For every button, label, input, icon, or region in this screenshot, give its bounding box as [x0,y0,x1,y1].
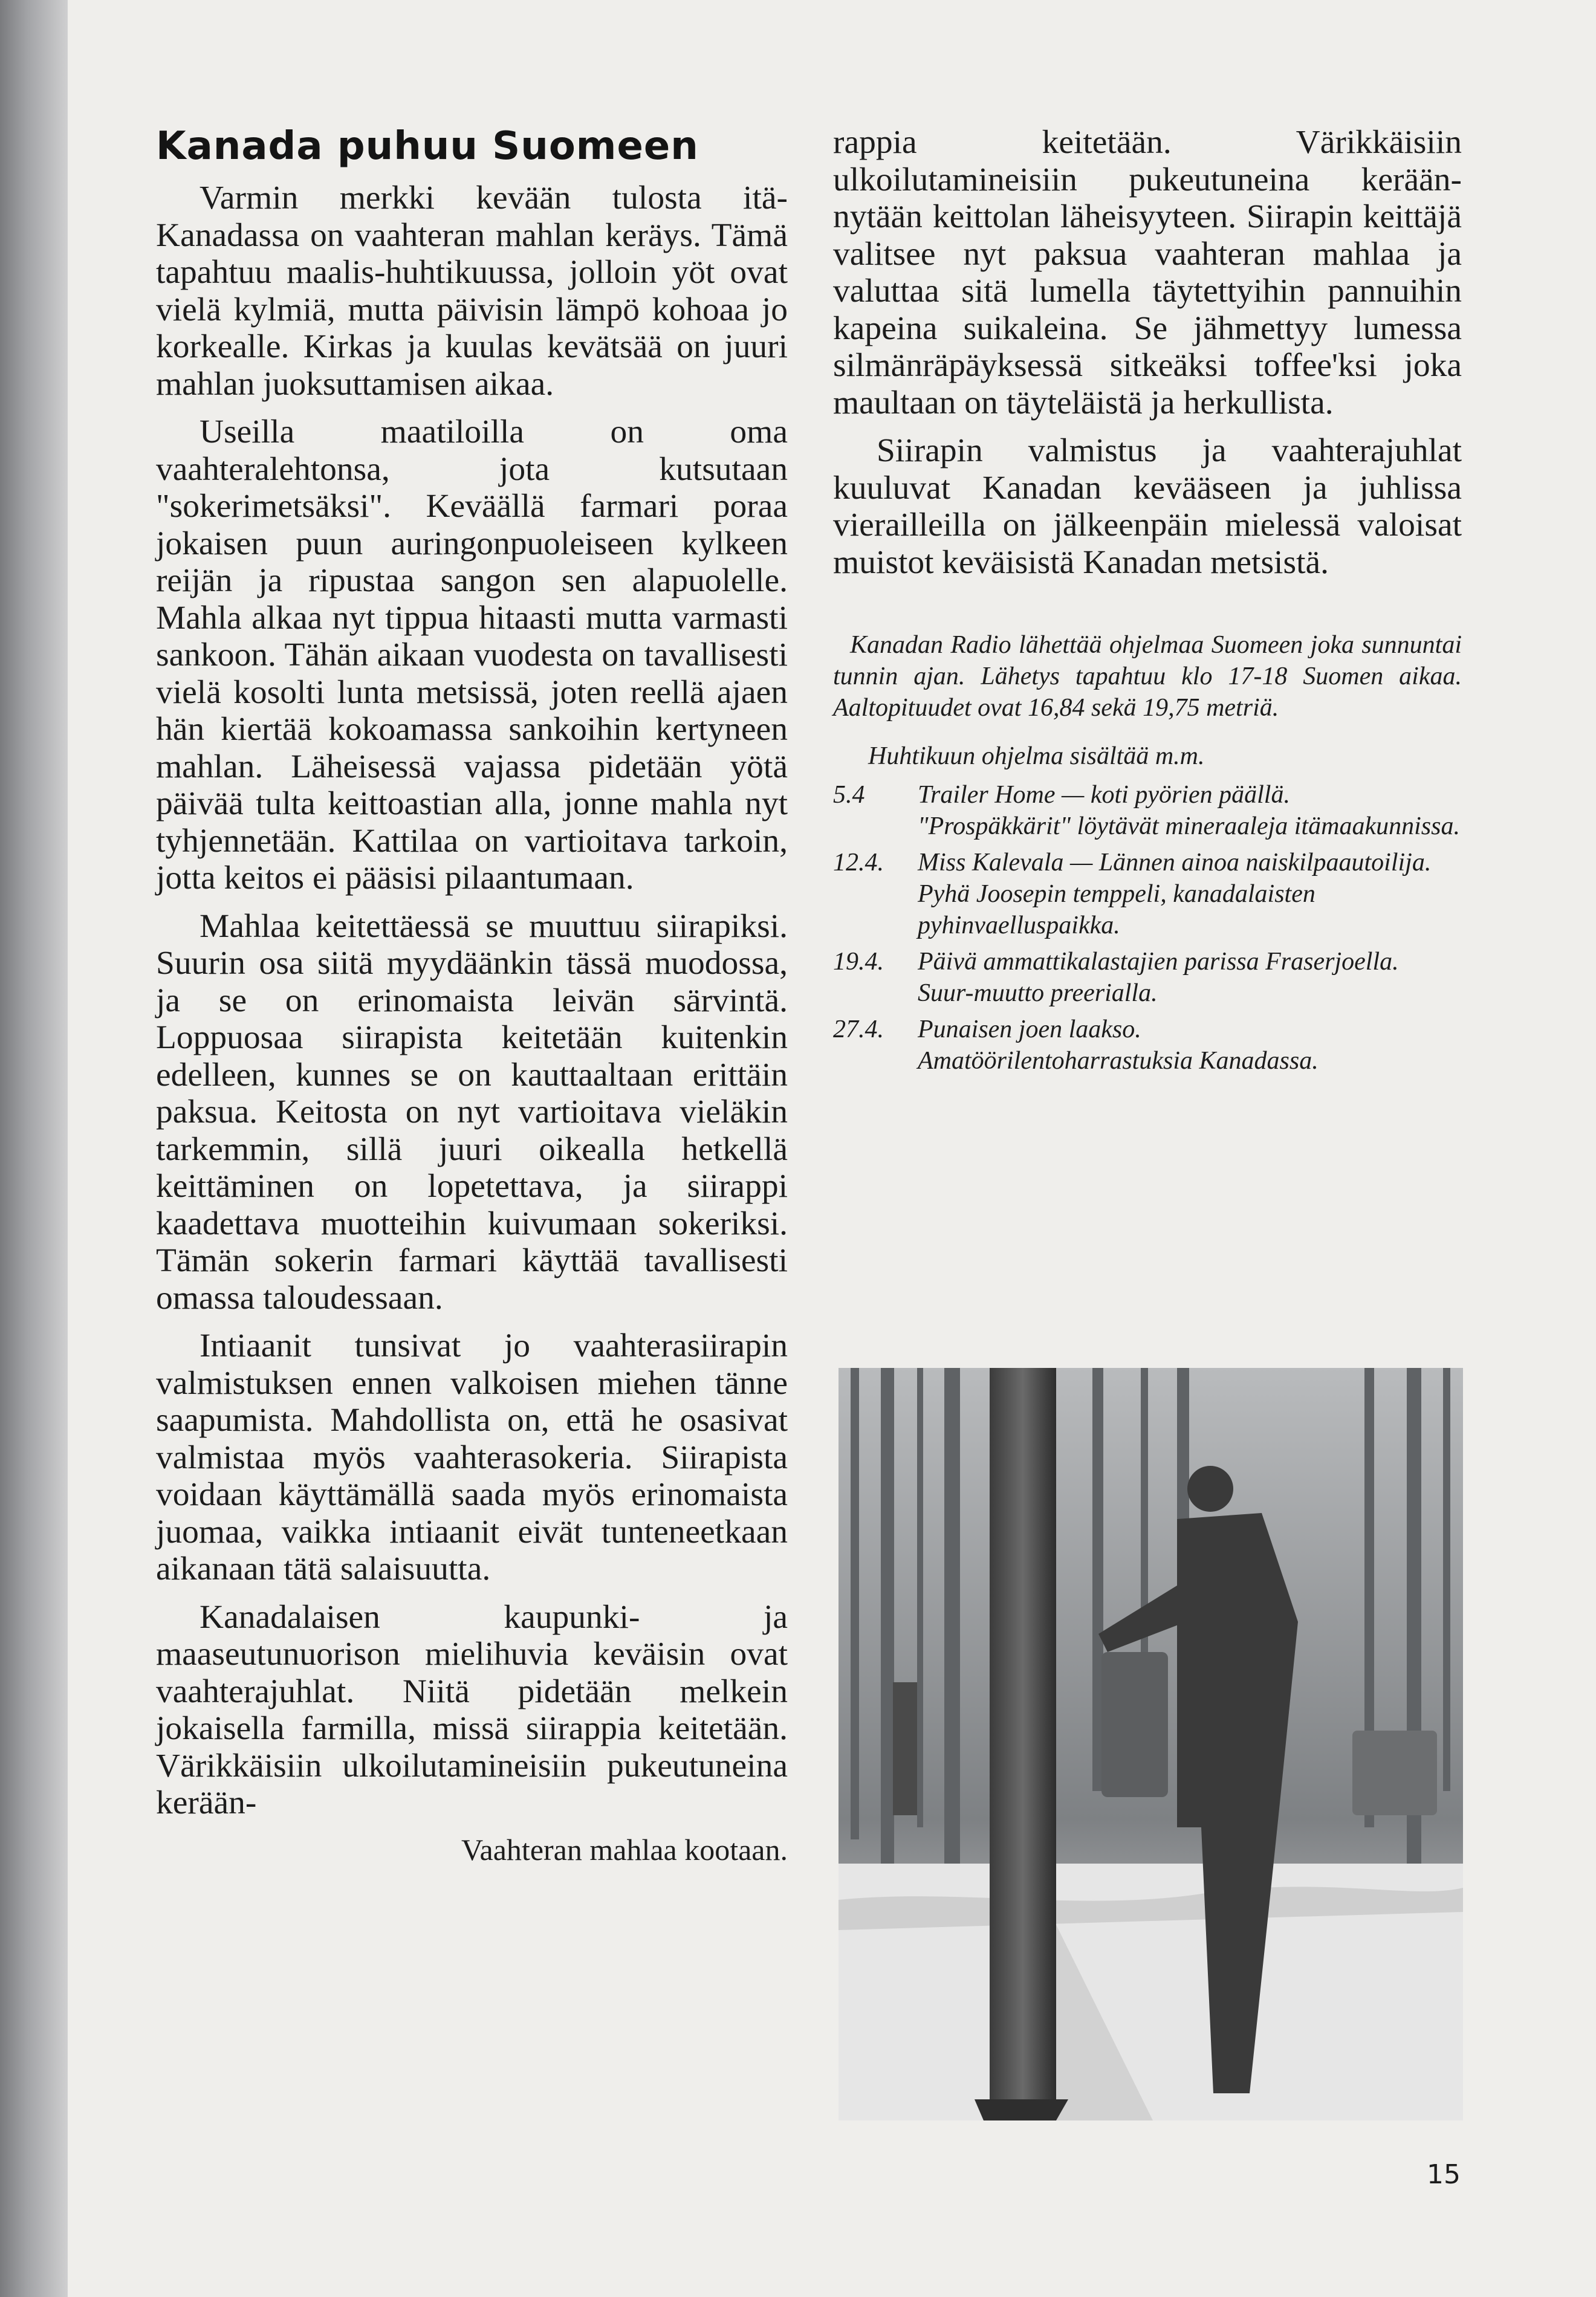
schedule-items [918,847,1462,941]
schedule-date: 19.4. [833,948,884,976]
maple-sap-photo [839,1368,1463,2120]
article-paragraph: Varmin merkki kevään tulosta itä-Kanadassa on vaahteran mahlan keräys. Tämä tapahtuu maalis-huhtikuussa, jolloin yöt ovat vielä kylmiä, mutta päivisin lämpö kohoaa jo korkealle. Kirkas ja kuulas kevätsää on juuri mahlan juoksuttamisen aikaa. [156,180,788,403]
schedule-item: Pyhä Joosepin temppeli, kanadalaisten pyhinvaelluspaikka. [918,880,1315,939]
article-paragraph-continued: rappia keitetään. Värikkäisiin ulkoilutamineisiin pukeutuneina kerään-nytään keittolan läheisyyteen. Siirapin keittäjä valitsee nyt paksua vaahteran mahlaa ja valuttaa sitä lumella täytettyihin pannuihin kapeina suikaleina. Se jähmettyy lumessa silmänräpäyksessä sitkeäksi toffee'ksi joka maultaan on täyteläistä ja herkullista. [833,124,1462,421]
schedule-date: 12.4. [833,849,884,876]
schedule-row [833,847,1462,941]
radio-program-box [833,629,1462,1077]
article-paragraph: Kanadalaisen kaupunki- ja maaseutunuorison mielihuvia keväisin ovat vaahterajuhlat. Niitä pidetään melkein jokaisella farmilla, missä siirappia keitetään. Värikkäisiin ulkoilutamineisiin pukeutuneina kerään- [156,1598,788,1821]
schedule-row [833,1014,1462,1077]
schedule-items [918,779,1462,842]
radio-subheading: Huhtikuun ohjelma sisältää m.m. [868,742,1205,770]
schedule-row [833,946,1462,1009]
article-paragraph: Mahlaa keitettäessä se muuttuu siirapiksi. Suurin osa siitä myydäänkin tässä muodossa, ja se on erinomaista leivän särvintä. Loppuosaa siirapista keitetään kuitenkin edelleen, kunnes se on kauttaaltaan erittäin paksua. Keitosta on nyt vartioitava vieläkin tarkemmin, sillä juuri oikealla hetkellä keittäminen on lopetettava, ja siirappi kaadettava muotteihin kuivumaan sokeriksi. Tämän sokerin farmari käyttää tavallisesti omassa taloudessaan. [156,907,788,1317]
book-gutter [0,0,68,2297]
schedule-item: Punaisen joen laakso. [918,1016,1141,1043]
schedule-date: 5.4 [833,781,865,809]
schedule-item: Amatöörilentoharrastuksia Kanadassa. [918,1047,1319,1075]
schedule-item: Trailer Home — koti pyörien päällä. [918,781,1290,809]
article-title: Kanada puhuu Suomeen [156,124,699,169]
schedule-item: Miss Kalevala — Lännen ainoa naiskilpaautoilija. [918,849,1432,876]
schedule-row [833,779,1462,842]
article-paragraph: Useilla maatiloilla on oma vaahteralehtonsa, jota kutsutaan "sokerimetsäksi". Keväällä farmari poraa jokaisen puun auringonpuoleiseen kylkeen reijän ja ripustaa sangon sen alapuolelle. Mahla alkaa nyt tippua hitaasti mutta varmasti sankoon. Tähän aikaan vuodesta on tavallisesti vielä kosolti lunta metsissä, joten reellä ajaen hän kiertää kokoamassa sankoihin kertyneen mahlan. Läheisessä vajassa pidetään yötä päivää tulta keittoastian alla, jonne mahla nyt tyhjennetään. Kattilaa on vartioitava tarkoin, jotta keitos ei pääsisi pilaantumaan. [156,413,788,896]
schedule-date: 27.4. [833,1016,884,1043]
radio-intro: Kanadan Radio lähettää ohjelmaa Suomeen joka sunnuntai tunnin ajan. Lähetys tapahtuu klo 17-18 Suomen aikaa. Aaltopituudet ovat 16,84 sekä 19,75 metriä. [833,631,1462,722]
schedule-item: Suur-muutto preerialla. [918,979,1158,1007]
article-right-column [833,124,1462,1077]
schedule-item: Päivä ammattikalastajien parissa Fraserjoella. [918,948,1399,976]
photo-caption: Vaahteran mahlaa kootaan. [461,1832,788,1867]
article-left-column [156,124,788,1868]
page-number: 15 [1427,2159,1461,2190]
schedule-item: "Prospäkkärit" löytävät mineraaleja itämaakunnissa. [918,812,1460,840]
article-paragraph: Intiaanit tunsivat jo vaahterasiirapin valmistuksen ennen valkoisen miehen tänne saapumista. Mahdollista on, että he osasivat valmistaa myös vaahterasokeria. Siirapista voidaan käyttämällä saada myös erinomaista juomaa, vaikka intiaanit eivät tunteneetkaan aikanaan tätä salaisuutta. [156,1327,788,1587]
schedule-items [918,946,1462,1009]
article-paragraph: Siirapin valmistus ja vaahterajuhlat kuuluvat Kanadan kevääseen ja juhlissa vierailleilla on jälkeenpäin mielessä valoisat muistot keväisistä Kanadan metsistä. [833,432,1462,581]
schedule-items [918,1014,1462,1077]
